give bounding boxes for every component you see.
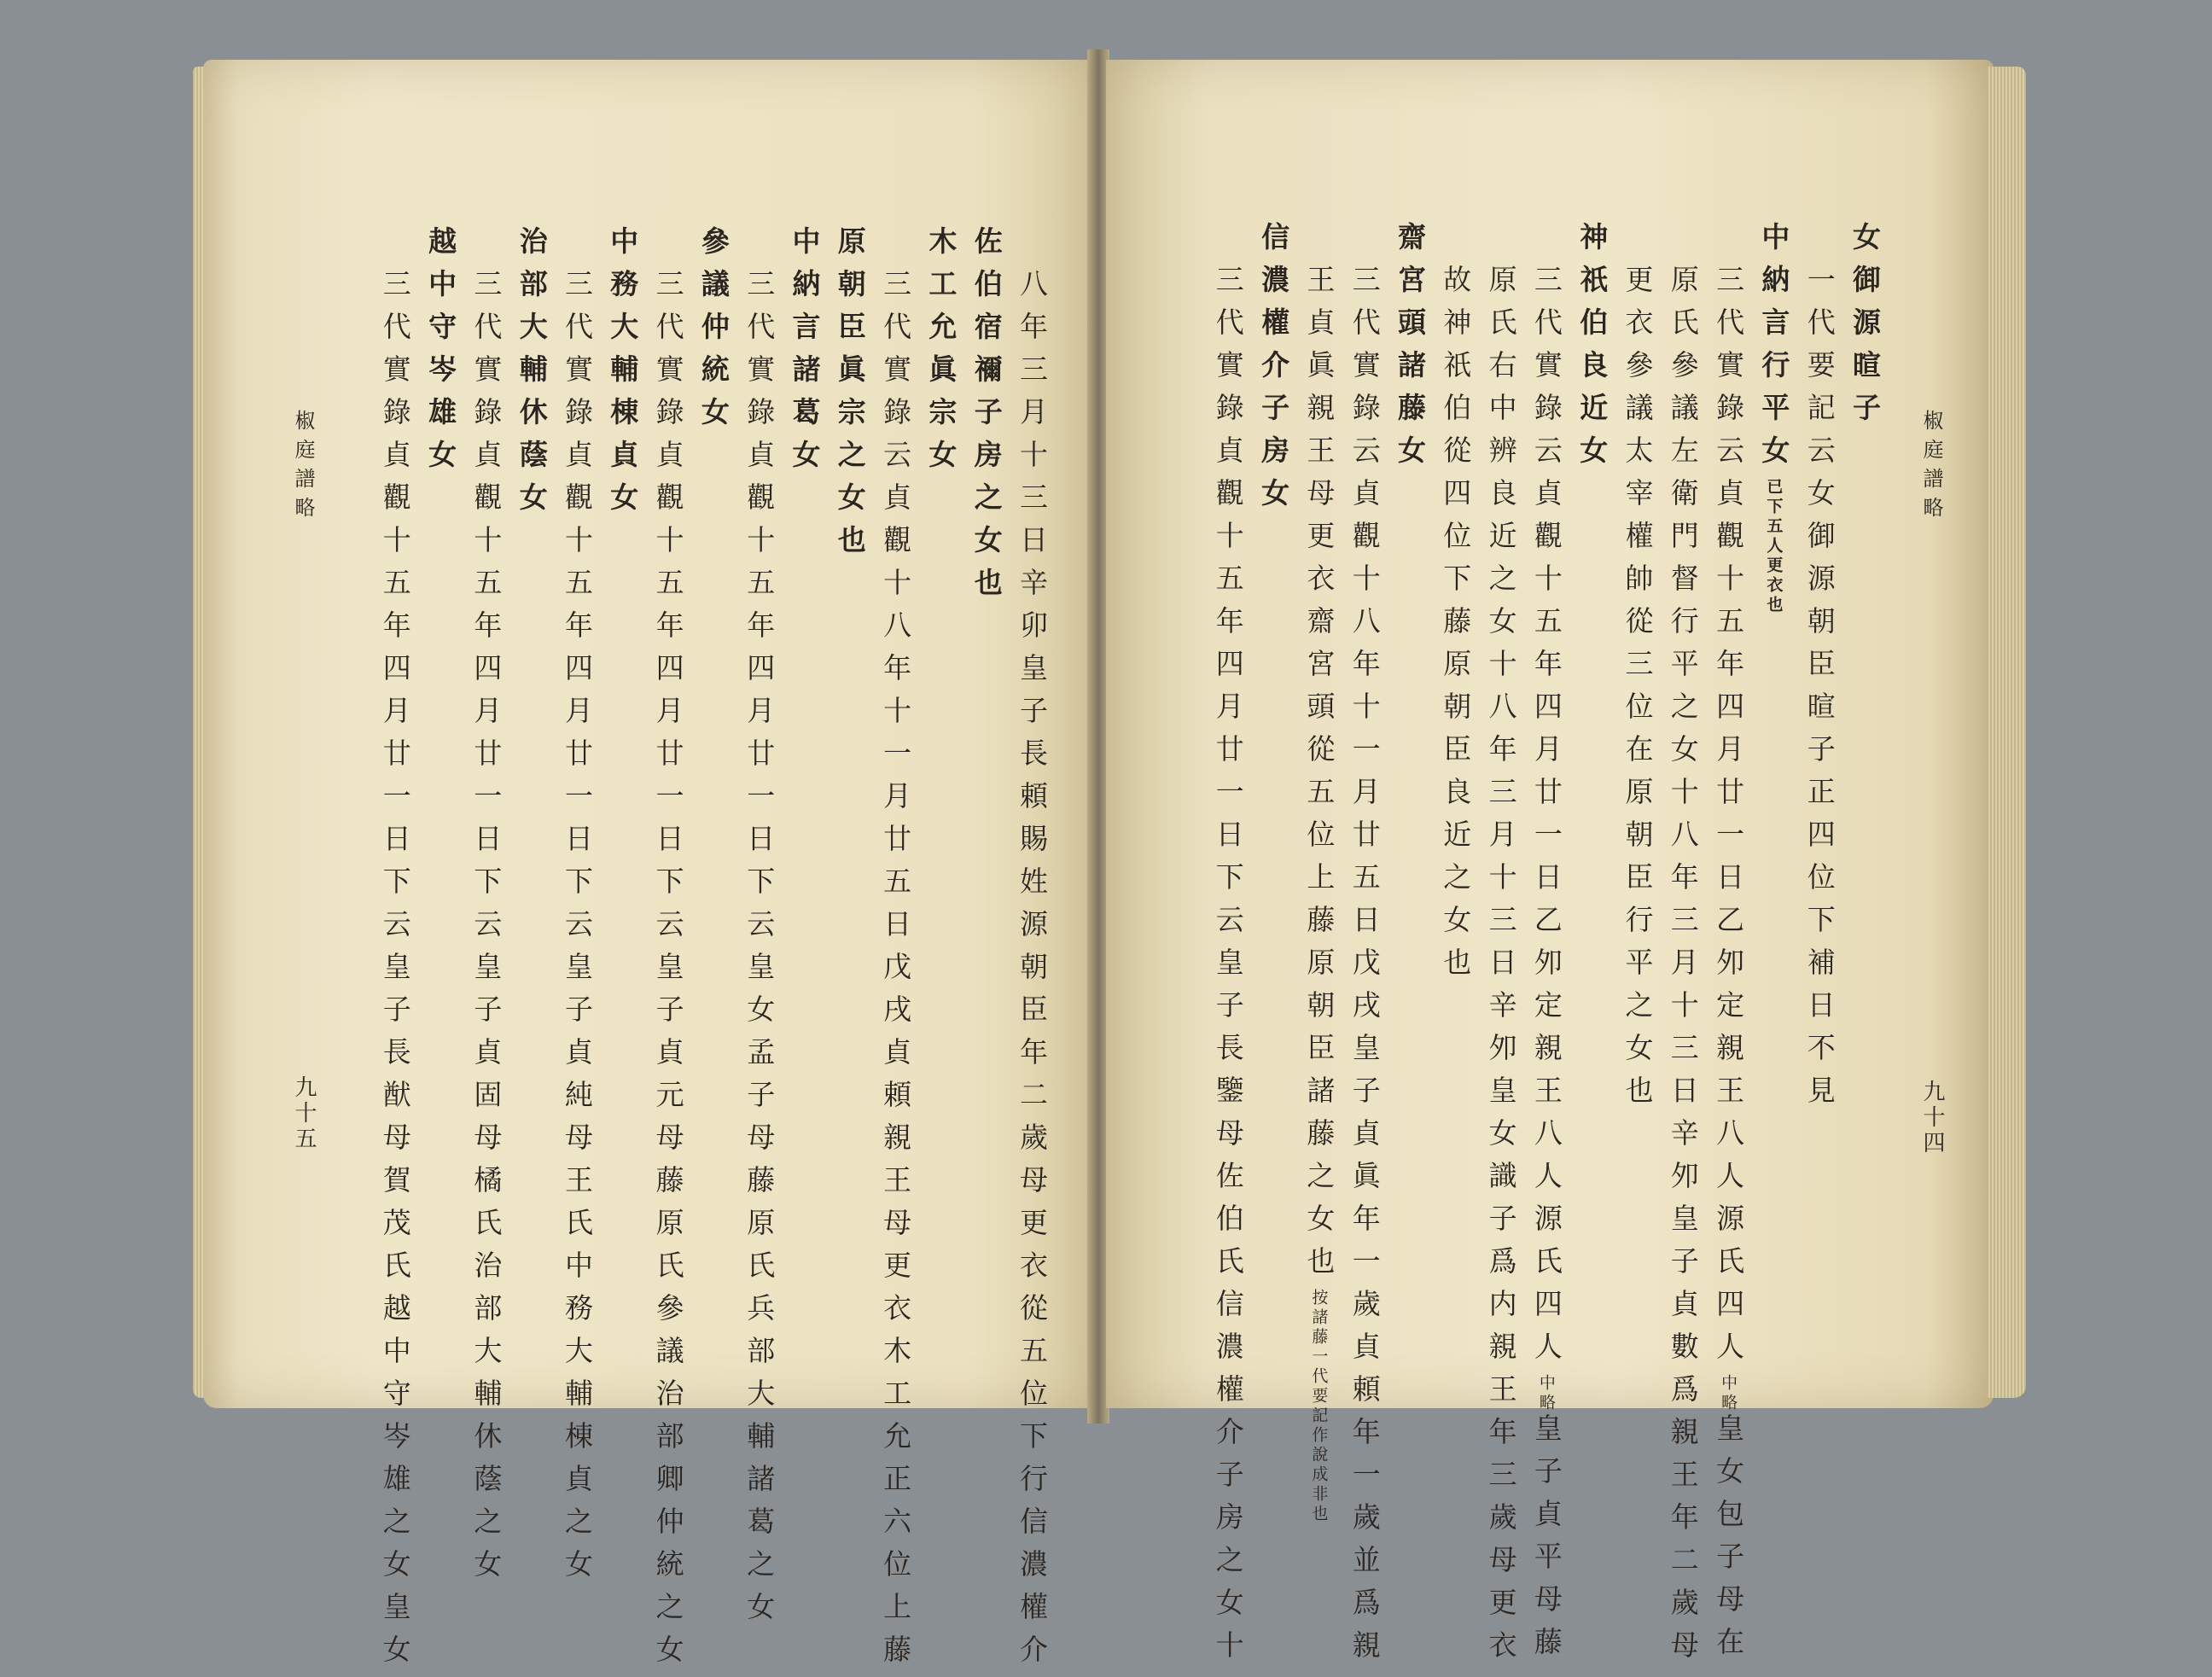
left-page (203, 60, 1091, 1677)
open-book (203, 49, 2011, 1677)
interlinear-note: 中略 (1719, 1374, 1738, 1413)
left-column-7 (738, 269, 779, 1634)
right-column-14 (1253, 222, 1294, 521)
column-text: 三代實錄云貞觀十八年十一月廿五日戊戌皇子貞眞年一歲貞頼年一歲並爲親 (1348, 265, 1382, 1673)
right-column-15 (1208, 265, 1249, 1673)
column-text: 中務大輔棟貞女 (606, 226, 640, 525)
column-text: 三代實錄貞觀十五年四月廿一日下云皇子長猷母賀茂氏越中守岑雄之女皇女 (378, 269, 412, 1677)
column-text-continued: 皇子貞平母藤 (1529, 1413, 1563, 1669)
column-text: 三代實錄貞觀十五年四月廿一日下云皇子貞純母王氏中務大輔棟貞之女 (561, 269, 594, 1592)
column-text: 木工允眞宗女 (924, 226, 958, 482)
column-text: 三代實錄貞觀十五年四月廿一日下云皇子貞固母橘氏治部大輔休蔭之女 (469, 269, 504, 1592)
right-column-9 (1481, 265, 1522, 1673)
left-column-3 (920, 226, 961, 482)
column-text: 中納言諸葛女 (788, 226, 822, 482)
interlinear-note: 中略 (1536, 1374, 1556, 1413)
right-column-2 (1799, 265, 1840, 1118)
column-text: 三代實錄貞觀十五年四月廿一日下云皇子貞元母藤原氏參議治部卿仲統之女 (651, 269, 685, 1677)
left-column-4 (875, 269, 916, 1677)
column-text: 三代實錄貞觀十五年四月廿一日下云皇子長鑒母佐伯氏信濃權介子房之女十 (1211, 265, 1245, 1673)
right-column-8 (1526, 265, 1567, 1669)
page-edges-right (1987, 67, 2026, 1398)
right-column-12 (1344, 265, 1385, 1673)
running-head-right: 椒庭譜略 (1919, 410, 1943, 526)
column-text-continued: 皇女包子母在 (1712, 1413, 1746, 1669)
column-text: 參議仲統女 (696, 226, 731, 440)
column-text: 更衣參議太宰權帥從三位在原朝臣行平之女也 (1621, 265, 1655, 1118)
column-text: 王貞眞親王母更衣齋宮頭從五位上藤原朝臣諸藤之女也 (1302, 265, 1336, 1289)
column-text: 佐伯宿禰子房之女也 (969, 226, 1004, 610)
right-column-6 (1617, 265, 1658, 1118)
right-column-5 (1662, 265, 1703, 1673)
right-column-7 (1571, 222, 1612, 478)
column-text: 原氏右中辨良近之女十八年三月十三日辛夘皇女識子爲内親王年三歲母更衣 (1484, 265, 1518, 1673)
left-column-15 (375, 269, 416, 1677)
column-text: 八年三月十三日辛卯皇子長頼賜姓源朝臣年二歲母更衣從五位下行信濃權介 (1016, 269, 1049, 1677)
left-column-5 (830, 226, 870, 568)
folio-left: 九十五 (291, 1075, 317, 1152)
folio-right: 九十四 (1919, 1080, 1945, 1156)
left-column-2 (966, 226, 1007, 610)
column-text: 故神祇伯從四位下藤原朝臣良近之女也 (1439, 265, 1473, 990)
left-column-1 (1011, 269, 1052, 1677)
column-text: 神祇伯良近女 (1575, 222, 1610, 478)
left-column-10 (602, 226, 643, 525)
column-text: 一代要記云女御源朝臣暄子正四位下補日不見 (1802, 265, 1837, 1118)
column-text: 原朝臣眞宗之女也 (833, 226, 867, 568)
right-column-11 (1389, 222, 1430, 478)
column-text: 齋宮頭諸藤女 (1394, 222, 1427, 478)
column-text: 三代實錄云貞觀十五年四月廿一日乙夘定親王八人源氏四人 (1712, 265, 1746, 1374)
right-column-10 (1435, 265, 1476, 990)
column-text: 三代實錄云貞觀十八年十一月廿五日戊戌貞頼親王母更衣木工允正六位上藤 (879, 269, 913, 1677)
column-text: 三代實錄云貞觀十五年四月廿一日乙夘定親王八人源氏四人 (1529, 265, 1563, 1374)
right-page (1106, 60, 1994, 1673)
column-text: 原氏參議左衛門督行平之女十八年三月十三日辛夘皇子貞數爲親王年二歲母 (1666, 265, 1700, 1673)
left-column-6 (784, 226, 825, 482)
column-text: 三代實錄貞觀十五年四月廿一日下云皇女孟子母藤原氏兵部大輔諸葛之女 (742, 269, 777, 1634)
left-column-11 (556, 269, 597, 1592)
left-column-12 (511, 226, 552, 525)
column-text: 中納言行平女 (1757, 222, 1791, 478)
interlinear-note: 按諸藤一代要記作說成非也 (1309, 1289, 1329, 1524)
left-column-8 (693, 226, 734, 440)
right-column-4 (1708, 265, 1749, 1669)
right-column-3 (1753, 222, 1794, 615)
left-column-9 (648, 269, 689, 1677)
column-text: 女御源暄子 (1848, 222, 1882, 435)
right-column-13 (1298, 265, 1339, 1524)
right-column-1 (1844, 222, 1885, 435)
left-column-13 (465, 269, 506, 1592)
left-column-14 (420, 226, 461, 482)
column-text: 治部大輔休蔭女 (515, 226, 549, 525)
interlinear-note: 已下五人更衣也 (1764, 478, 1784, 615)
column-text: 越中守岑雄女 (424, 226, 458, 482)
column-text: 信濃權介子房女 (1257, 222, 1291, 521)
running-head-left: 椒庭譜略 (291, 410, 315, 526)
